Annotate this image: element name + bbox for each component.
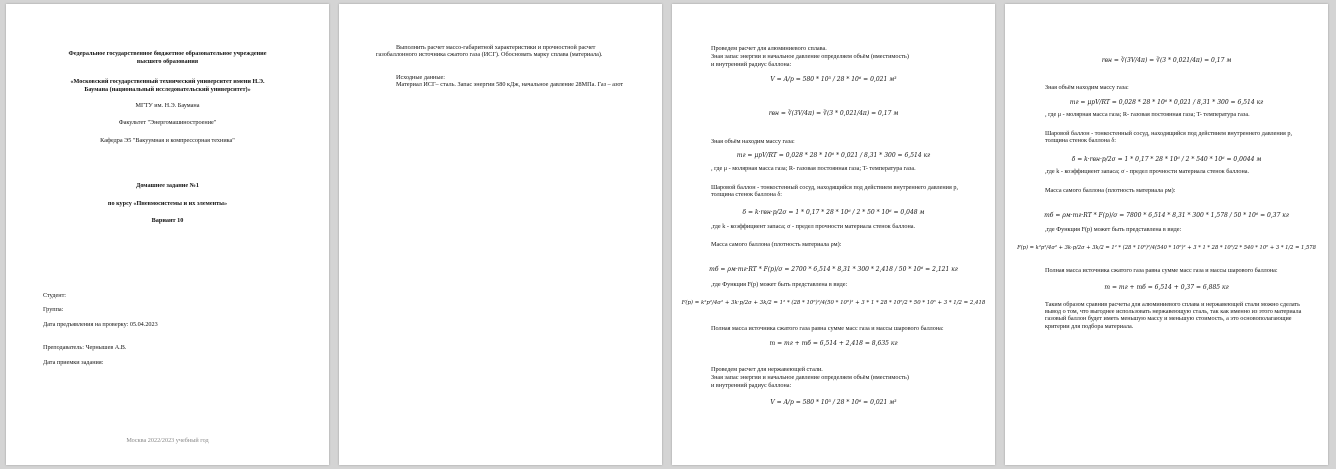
formula-volume: V = A/p = 580 * 10³ / 28 * 10⁶ = 0,021 м³	[770, 76, 897, 83]
student-label: Студент:	[43, 292, 66, 299]
formula-gas-mass: mг = μpV/RT = 0,028 * 28 * 10⁶ * 0,021 / 8,31 * 300 = 6,514 кг	[736, 152, 931, 159]
variant: Вариант 10	[151, 217, 184, 224]
university-line-2: Баумана (национальный исследовательский университет)»	[84, 86, 251, 93]
total-mass-desc: Полная масса источника сжатого газа равна сумме масс газа и массы шарового баллона:	[711, 325, 944, 332]
formula-thickness-steel: δ = k·rвн·p/2σ = 1 * 0,17 * 28 * 10⁶ / 2 * 540 * 10⁶ = 0,0044 м	[1071, 156, 1262, 163]
f-desc: ,где Функция F(p) может быть представлена в виде:	[711, 281, 848, 288]
al-heading: Проведем расчет для алюминиевого сплава.	[711, 45, 827, 52]
page-footer: Москва 2022/2023 учебный год	[126, 437, 209, 444]
org-line-2: высшего образования	[136, 58, 199, 65]
accept-date: Дата приемки задания:	[43, 359, 104, 366]
given-data: Материал ИСГ– сталь. Запас энергии 580 кДж, начальное давление 28МПа. Газ – азот	[396, 81, 624, 88]
steel-intro-1: Зная запас энергии и начальное давление определяем объём (вместимость)	[711, 374, 909, 381]
submit-date: Дата предъявления на проверку: 05.04.2023	[43, 321, 158, 328]
formula-f-steel: F(p) = k²p²/4σ² + 3k·p/2σ + 3k/2 = 1² * (28 * 10⁶)²/4(540 * 10⁶)² + 3 * 1 * 28 * 10⁶/2 * 540 * 10⁶ + 3 * 1/2 = 1,578	[1017, 245, 1316, 251]
formula-volume-steel: V = A/p = 580 * 10³ / 28 * 10⁶ = 0,021 м³	[770, 399, 897, 406]
page-calc-steel	[1005, 4, 1328, 465]
formula-balloon-mass: mб = ρм·mг·RT * F(p)/σ = 2700 * 6,514 * 8,31 * 300 * 2,418 / 50 * 10⁶ = 2,121 кг	[709, 266, 958, 273]
formula-radius-steel: rвн = ∛(3V/4π) = ∛(3 * 0,021/4π) = 0,17 м	[1101, 57, 1232, 64]
al-intro-2: и внутренний радиус баллона:	[711, 61, 792, 68]
shell-desc: Шаровой баллон - тонкостенный сосуд, находящийся под действием внутреннего давления p, толщина стенок баллона δ:	[711, 184, 959, 199]
gas-mass-intro-steel: Зная объём находим массу газа:	[1045, 84, 1129, 91]
gas-mass-intro: Зная объём находим массу газа:	[711, 138, 795, 145]
shell-desc-steel: Шаровой баллон - тонкостенный сосуд, находящийся под действием внутреннего давления p, толщина стенок баллона δ:	[1045, 130, 1293, 145]
faculty: Факультет "Энергомашиностроение"	[118, 119, 217, 126]
page-task	[339, 4, 662, 465]
formula-total-mass: m = mг + mб = 6,514 + 2,418 = 8,635 кг	[769, 340, 898, 347]
gas-mass-desc: , где μ - молярная масса газа; R- газовая постоянная газа; T- температура газа.	[711, 165, 916, 172]
org-line-1: Федеральное государственное бюджетное образовательное учреждение	[68, 50, 267, 57]
balloon-mass-intro-steel: Масса самого баллона (плотность материала ρм):	[1045, 187, 1176, 194]
department: Кафедра Э5 "Вакуумная и компрессорная техника"	[100, 137, 235, 144]
steel-intro-2: и внутренний радиус баллона:	[711, 382, 792, 389]
teacher: Преподаватель: Чернышев А.В.	[43, 344, 127, 351]
formula-balloon-mass-steel: mб = ρм·mг·RT * F(p)/σ = 7800 * 6,514 * 8,31 * 300 * 1,578 / 50 * 10⁶ = 0,37 кг	[1044, 212, 1289, 219]
university-short: МГТУ им. Н.Э. Баумана	[135, 102, 200, 109]
given-heading: Исходные данные:	[396, 74, 445, 81]
page-title	[6, 4, 329, 465]
k-desc: ,где k - коэффициент запаса; σ - предел прочности материала стенок баллона.	[711, 223, 916, 230]
task-paragraph: Выполнить расчет массо-габаритной характеристики и прочностной расчет газобаллонного источника сжатого газа (ИСГ). Обосновать марку сплава (материала).	[376, 44, 603, 59]
total-mass-desc-steel: Полная масса источника сжатого газа равна сумме масс газа и массы шарового баллона:	[1045, 267, 1278, 274]
formula-thickness: δ = k·rвн·p/2σ = 1 * 0,17 * 28 * 10⁶ / 2 * 50 * 10⁶ = 0,048 м	[742, 209, 925, 216]
group-label: Группа:	[43, 306, 64, 313]
conclusion: Таким образом сравнив расчеты для алюминиевого сплава и нержавеющей стали можно сделать вывод о том, что выгоднее использовать нержавеющую сталь, так как именно из этого материала газовый баллон будет иметь меньшую массу и меньшую стоимость, а это основополагающие критерии для подбора материала.	[1045, 301, 1302, 330]
formula-f: F(p) = k²p²/4σ² + 3k·p/2σ + 3k/2 = 1² * (28 * 10⁶)²/4(50 * 10⁶)² + 3 * 1 * 28 * 10⁶/2 * 50 * 10⁶ + 3 * 1/2 = 2,418	[681, 300, 986, 306]
formula-gas-mass-steel: mг = μpV/RT = 0,028 * 28 * 10⁶ * 0,021 / 8,31 * 300 = 6,514 кг	[1069, 99, 1264, 106]
balloon-mass-intro: Масса самого баллона (плотность материала ρм):	[711, 241, 842, 248]
f-desc-steel: ,где Функция F(p) может быть представлена в виде:	[1045, 226, 1182, 233]
al-intro-1: Зная запас энергии и начальное давление определяем объём (вместимость)	[711, 53, 909, 60]
homework-title: Домашнее задание №1	[136, 182, 199, 189]
k-desc-steel: ,где k - коэффициент запаса; σ - предел прочности материала стенок баллона.	[1045, 168, 1250, 175]
university-line-1: «Московский государственный технический университет имени Н.Э.	[70, 78, 265, 85]
gas-mass-desc-steel: , где μ - молярная масса газа; R- газовая постоянная газа; T- температура газа.	[1045, 111, 1250, 118]
course-name: по курсу «Пневмосистемы и их элементы»	[107, 200, 228, 207]
formula-total-mass-steel: m = mг + mб = 6,514 + 0,37 = 6,885 кг	[1104, 284, 1229, 291]
steel-heading: Проведем расчет для нержавеющей стали.	[711, 366, 823, 373]
page-calc-aluminium	[672, 4, 995, 465]
formula-radius: rвн = ∛(3V/4π) = ∛(3 * 0,021/4π) = 0,17 м	[768, 110, 899, 117]
